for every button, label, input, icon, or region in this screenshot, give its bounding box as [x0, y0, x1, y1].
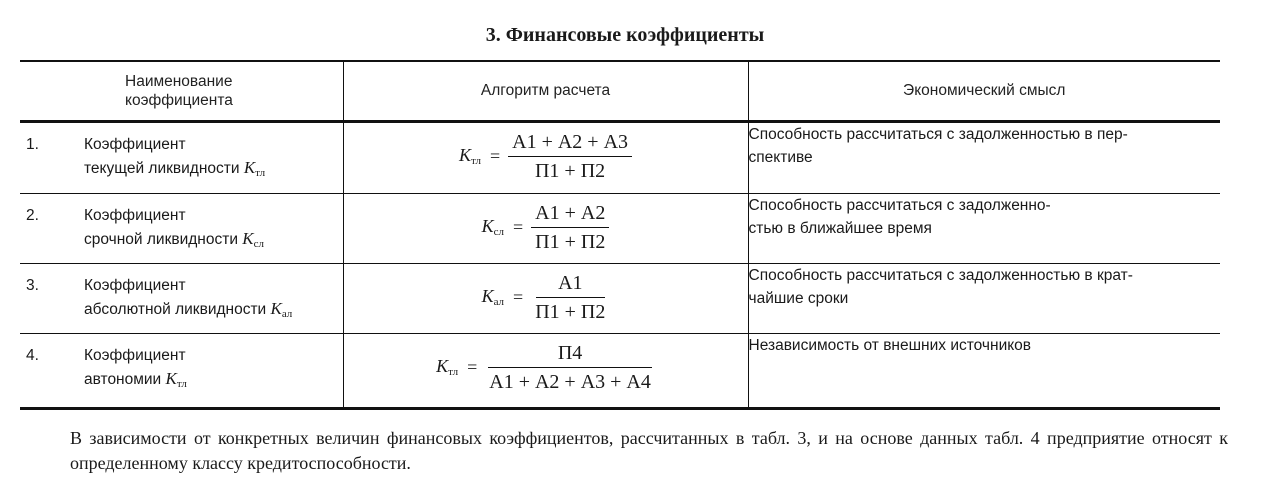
formula-numerator: П4	[488, 342, 652, 368]
row-name-line2: абсолютной ликвидности	[84, 300, 267, 318]
formula-denominator: А1 + А2 + А3 + А4	[489, 370, 651, 393]
row-name-line2: текущей ликвидности	[84, 159, 240, 177]
formula-equals: =	[489, 145, 501, 166]
meaning-line2: стью в ближайшее время	[748, 219, 932, 237]
coefficient-subscript: сл	[253, 237, 264, 250]
formula	[482, 272, 610, 323]
formula-numerator: А1 + А2 + А3	[508, 131, 632, 157]
row-name-line2: срочной ликвидности	[84, 230, 238, 248]
meaning-line1: Способность рассчитаться с задолженностью в пер-	[748, 125, 1128, 143]
coefficient-subscript: ал	[281, 307, 293, 320]
paragraph-text: В зависимости от конкретных величин финансовых коэффициентов, рассчитанных в табл. 3, и на основе данных табл. 4 предприятие относят к определенному классу кредитоспособности.	[70, 428, 1228, 473]
formula	[436, 342, 655, 393]
coefficient-symbol: К	[242, 228, 254, 248]
formula-fraction	[531, 202, 609, 253]
row-meaning-cell	[748, 121, 1220, 193]
formula-subscript: тл	[470, 155, 481, 167]
table-row	[20, 263, 1220, 333]
row-name-line1: Коэффициент	[84, 135, 186, 153]
header-name-line2: коэффициента	[125, 91, 233, 109]
formula-subscript: сл	[493, 226, 504, 238]
row-number: 2.	[26, 206, 39, 224]
table-row	[20, 333, 1220, 408]
row-name-line1: Коэффициент	[84, 276, 186, 294]
formula	[482, 202, 610, 253]
header-name	[20, 61, 343, 121]
formula-fraction	[508, 131, 632, 182]
formula-denominator: П1 + П2	[535, 300, 606, 323]
row-name-line1: Коэффициент	[84, 206, 186, 224]
header-name-line1: Наименование	[125, 72, 233, 90]
header-meaning: Экономический смысл	[903, 81, 1066, 99]
formula-symbol: К	[481, 216, 494, 236]
coefficient-symbol: К	[243, 157, 256, 177]
row-number: 3.	[26, 276, 39, 294]
row-meaning-cell	[748, 333, 1220, 408]
formula-denominator: П1 + П2	[535, 230, 606, 253]
row-name-cell	[20, 193, 343, 263]
row-name-line1: Коэффициент	[84, 346, 186, 364]
table-header-row	[20, 61, 1220, 121]
formula	[459, 131, 632, 182]
formula-subscript: ал	[493, 296, 505, 308]
coefficients-table	[20, 60, 1220, 410]
formula-symbol: К	[436, 356, 449, 376]
formula-denominator: П1 + П2	[534, 159, 606, 182]
row-formula-cell	[343, 193, 748, 263]
meaning-line2: спективе	[748, 148, 813, 166]
coefficient-subscript: тл	[255, 166, 266, 179]
header-algorithm: Алгоритм расчета	[343, 61, 748, 121]
formula-equals: =	[513, 216, 524, 237]
coefficient-symbol: К	[270, 298, 282, 318]
row-name-cell	[20, 121, 343, 193]
formula-symbol: К	[481, 286, 494, 306]
formula-numerator: А1	[536, 272, 604, 298]
coefficient-subscript: тл	[176, 377, 187, 390]
formula-fraction	[531, 272, 609, 323]
row-formula-cell	[343, 121, 748, 193]
row-formula-cell	[343, 333, 748, 408]
body-paragraph	[24, 426, 1228, 476]
row-meaning-cell	[748, 193, 1220, 263]
formula-numerator: А1 + А2	[531, 202, 609, 228]
coefficient-symbol: К	[165, 368, 177, 388]
table-row	[20, 193, 1220, 263]
formula-equals: =	[467, 356, 478, 377]
row-number: 1.	[26, 135, 39, 153]
row-meaning-cell	[748, 263, 1220, 333]
formula-equals: =	[513, 286, 524, 307]
row-number: 4.	[26, 346, 39, 364]
meaning-line1: Способность рассчитаться с задолженностью в крат-	[748, 266, 1133, 284]
meaning-line2: чайшие сроки	[748, 289, 849, 307]
meaning-line1: Независимость от внешних источников	[748, 336, 1032, 354]
row-formula-cell	[343, 263, 748, 333]
row-name-line2: автономии	[84, 370, 162, 388]
formula-subscript: тл	[448, 366, 459, 378]
table-row	[20, 121, 1220, 193]
table-title: 3. Финансовые коэффициенты	[485, 24, 765, 46]
row-name-cell	[20, 333, 343, 408]
row-name-cell	[20, 263, 343, 333]
meaning-line1: Способность рассчитаться с задолженно-	[748, 196, 1051, 214]
formula-fraction	[485, 342, 655, 393]
formula-symbol: К	[458, 145, 471, 165]
